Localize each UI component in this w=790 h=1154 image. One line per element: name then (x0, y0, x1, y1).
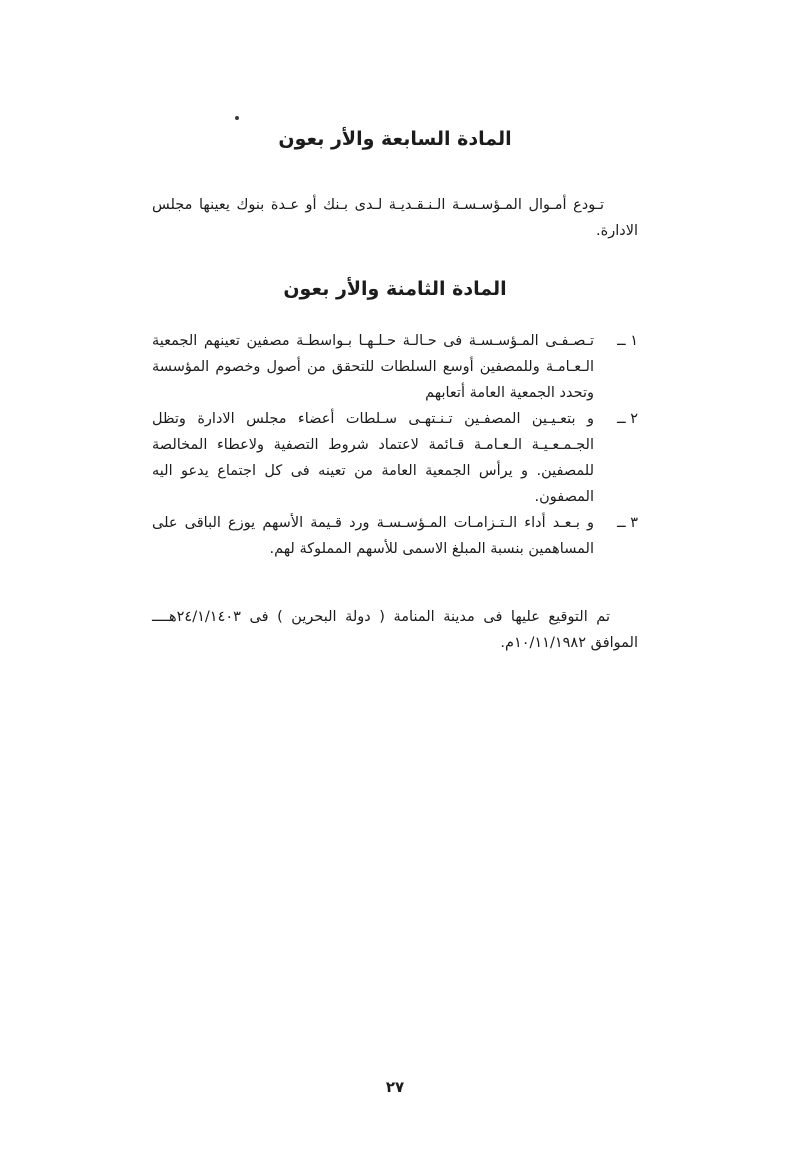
clause-3-text: و بـعـد أداء الـتـزامـات المـؤسـسـة ورد قـيمة الأسهم يوزع الباقى على المساهمين بنسبة المبلغ الاسمى للأسهم المملوكة لهم. (152, 515, 594, 557)
page-number: ٢٧ (385, 1078, 405, 1096)
clause-2-text: و بتعـيـين المصفـين تـنـتهـى سـلطات أعضاء مجلس الادارة وتظل الجـمـعـيـة الـعـامـة قـائمة لاعتماد شروط التصفية ولاعطاء المخالصة للمصفين. و يرأس الجمعية العامة من تعينه فى كل اجتماع يدعو اليه المصفون. (152, 411, 594, 505)
clause-2 (152, 406, 638, 510)
clause-2-number: ٢ ــ (617, 411, 638, 427)
clause-3 (152, 510, 638, 562)
clause-1-number: ١ ــ (617, 333, 638, 349)
signature-line: تم التوقيع عليها فى مدينة المنامة ( دولة البحرين ) فى ٢٤/١/١٤٠٣هــــ الموافق ١٠/١١/١٩٨٢م. (152, 609, 638, 651)
clause-1 (152, 328, 638, 406)
scan-speck (235, 116, 239, 120)
clause-1-text: تـصـفـى المـؤسـسـة فى حـالـة حـلـهـا بـواسطـة مصفين تعينهم الجمعية الـعـامـة وللمصفين أوسع السلطات للتحقق من أصول وخصوم المؤسسة وتحدد الجمعية العامة أتعابهم (152, 333, 594, 401)
article-47-title: المادة السابعة والأر بعون (278, 128, 512, 150)
article-48-clauses (152, 328, 638, 562)
clause-3-number: ٣ ــ (617, 515, 638, 531)
page-content (152, 128, 638, 656)
article-48-title: المادة الثامنة والأر بعون (283, 278, 507, 300)
article-47-body: تـودع أمـوال المـؤسـسـة الـنـقـديـة لـدى بـنك أو عـدة بنوك يعينها مجلس الادارة. (152, 197, 638, 239)
